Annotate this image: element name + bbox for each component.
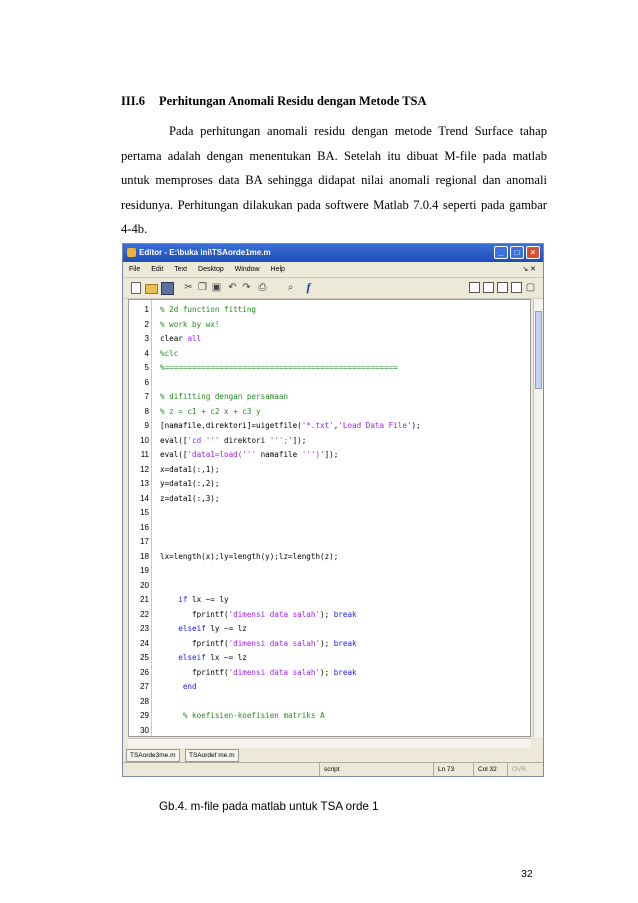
code-line[interactable] bbox=[129, 724, 531, 738]
menu-desktop[interactable]: Desktop bbox=[198, 266, 224, 273]
copy-icon[interactable]: ❐ bbox=[198, 282, 207, 293]
code-text: z=data1(:,3); bbox=[160, 493, 220, 503]
split-horizontal-icon[interactable] bbox=[497, 282, 508, 293]
code-line[interactable] bbox=[129, 608, 531, 622]
undo-icon[interactable]: ↶ bbox=[228, 282, 237, 293]
close-button[interactable]: × bbox=[526, 246, 540, 259]
save-icon[interactable] bbox=[161, 282, 174, 295]
code-line[interactable] bbox=[129, 390, 531, 404]
page-number: 32 bbox=[521, 868, 533, 880]
menubar bbox=[123, 262, 543, 277]
line-number: 17 bbox=[140, 537, 149, 546]
code-line[interactable] bbox=[129, 695, 531, 709]
code-line[interactable] bbox=[129, 622, 531, 636]
split-vertical-icon[interactable] bbox=[483, 282, 494, 293]
line-number: 1 bbox=[144, 305, 149, 314]
open-folder-icon[interactable] bbox=[145, 284, 158, 294]
code-line[interactable] bbox=[129, 463, 531, 477]
line-number: 26 bbox=[140, 667, 149, 677]
code-line[interactable] bbox=[129, 477, 531, 491]
section-heading bbox=[121, 94, 427, 109]
editor-title: Editor - E:\buka ini\TSAorde1me.m bbox=[139, 248, 271, 257]
code-line[interactable] bbox=[129, 593, 531, 607]
line-number: 5 bbox=[144, 363, 149, 372]
matlab-app-icon bbox=[127, 248, 136, 257]
float-icon[interactable] bbox=[511, 282, 522, 293]
code-text: % koefisien-koefisien matriks A bbox=[182, 711, 325, 720]
line-number: 8 bbox=[144, 406, 149, 416]
function-icon[interactable]: f bbox=[306, 280, 311, 294]
line-number: 21 bbox=[140, 595, 149, 604]
menu-edit[interactable]: Edit bbox=[151, 266, 164, 273]
line-number: 4 bbox=[144, 348, 149, 358]
scrollbar-thumb[interactable] bbox=[535, 311, 542, 389]
line-number: 24 bbox=[140, 638, 149, 648]
code-line[interactable] bbox=[129, 361, 531, 375]
line-number: 2 bbox=[144, 319, 149, 329]
line-number: 13 bbox=[140, 479, 149, 488]
dock-icon[interactable]: ▢ bbox=[525, 282, 536, 293]
code-line[interactable] bbox=[129, 579, 531, 593]
menu-text[interactable]: Text bbox=[174, 266, 188, 273]
code-text: %=================================================== bbox=[160, 363, 398, 372]
code-line[interactable] bbox=[129, 419, 531, 433]
section-number: III.6 bbox=[121, 94, 145, 108]
code-text: fprintf('dimensi data salah'); break bbox=[160, 638, 357, 648]
code-line[interactable] bbox=[129, 405, 531, 419]
code-line[interactable] bbox=[129, 506, 531, 520]
line-number: 20 bbox=[140, 580, 149, 590]
code-line[interactable] bbox=[129, 448, 531, 462]
code-text: eval(['cd ''' direktori ''';']); bbox=[160, 435, 307, 445]
line-number: 27 bbox=[140, 682, 149, 691]
print-icon[interactable]: ⎙ bbox=[258, 282, 267, 293]
vertical-scrollbar[interactable] bbox=[533, 299, 544, 737]
line-number: 10 bbox=[140, 435, 149, 445]
menu-window[interactable]: Window bbox=[234, 266, 260, 273]
code-line[interactable] bbox=[129, 303, 531, 317]
code-line[interactable] bbox=[129, 651, 531, 665]
find-icon[interactable]: ⌕ bbox=[287, 282, 294, 293]
line-number: 3 bbox=[144, 334, 149, 343]
paste-icon[interactable]: ▣ bbox=[211, 282, 222, 293]
cut-icon[interactable]: ✂ bbox=[184, 282, 193, 293]
menu-help[interactable]: Help bbox=[270, 266, 285, 273]
minimize-button[interactable]: _ bbox=[494, 246, 508, 259]
code-line[interactable] bbox=[129, 492, 531, 506]
status-line: Ln 73 bbox=[433, 763, 474, 777]
statusbar bbox=[123, 762, 543, 777]
status-ovr: OVR bbox=[507, 763, 534, 777]
line-number: 11 bbox=[140, 450, 149, 459]
body-paragraph bbox=[121, 119, 547, 242]
file-tabs bbox=[123, 748, 543, 761]
code-text: elseif lx ~= lz bbox=[178, 653, 247, 662]
code-line[interactable] bbox=[129, 434, 531, 448]
code-text: end bbox=[182, 682, 197, 691]
code-line[interactable] bbox=[129, 376, 531, 390]
paragraph-text: Pada perhitungan anomali residu dengan metode Trend Surface tahap pertama adalah dengan menentukan BA. Setelah itu dibuat M-file pada matlab untuk memproses data BA sehingga didapat nilai anomali regional dan anomali residunya. Perhitungan dilakukan pada softwere Matlab 7.0.4 seperti pada gambar 4-4b. bbox=[121, 124, 547, 237]
section-title: Perhitungan Anomali Residu dengan Metode TSA bbox=[159, 94, 427, 108]
matlab-editor-screenshot bbox=[122, 243, 544, 777]
code-text: eval(['data1=load(''' namafile ''')']); bbox=[160, 450, 339, 459]
code-line[interactable] bbox=[129, 709, 531, 723]
line-number: 15 bbox=[140, 508, 149, 517]
line-number: 6 bbox=[144, 377, 149, 387]
line-number: 12 bbox=[140, 464, 149, 474]
line-number: 28 bbox=[140, 696, 149, 706]
code-line[interactable] bbox=[129, 550, 531, 564]
code-line[interactable] bbox=[129, 318, 531, 332]
line-number: 30 bbox=[140, 725, 149, 735]
line-number: 22 bbox=[140, 609, 149, 619]
code-line[interactable] bbox=[129, 666, 531, 680]
code-text: %clc bbox=[160, 348, 179, 358]
code-text: if lx ~= ly bbox=[178, 595, 229, 604]
status-column: Col 32 bbox=[473, 763, 508, 777]
code-text: elseif ly ~= lz bbox=[178, 624, 247, 633]
tab-tsaorde1me[interactable]: TSAordef me.m bbox=[185, 749, 239, 762]
code-line[interactable] bbox=[129, 637, 531, 651]
code-text: fprintf('dimensi data salah'); break bbox=[160, 667, 357, 677]
code-line[interactable] bbox=[129, 347, 531, 361]
code-text: fprintf('dimensi data salah'); break bbox=[160, 609, 357, 619]
code-text: % z = c1 + c2 x + c3 y bbox=[160, 406, 261, 416]
line-number: 18 bbox=[140, 551, 149, 561]
code-text: % work by wx! bbox=[160, 319, 220, 329]
tile-icon[interactable] bbox=[469, 282, 480, 293]
code-line[interactable] bbox=[129, 521, 531, 535]
code-text: y=data1(:,2); bbox=[160, 479, 220, 488]
line-number: 14 bbox=[140, 493, 149, 503]
horizontal-scrollbar[interactable] bbox=[128, 738, 531, 748]
menu-file[interactable]: File bbox=[129, 266, 141, 273]
code-line[interactable] bbox=[129, 680, 531, 694]
code-text: lx=length(x);ly=length(y);lz=length(z); bbox=[160, 551, 339, 561]
line-number: 25 bbox=[140, 653, 149, 662]
line-number: 23 bbox=[140, 624, 149, 633]
editor-titlebar bbox=[123, 244, 543, 262]
maximize-button[interactable]: □ bbox=[510, 246, 524, 259]
code-text: % difitting dengan persamaan bbox=[160, 392, 289, 401]
new-file-icon[interactable] bbox=[131, 282, 141, 294]
code-line[interactable] bbox=[129, 535, 531, 549]
code-line[interactable] bbox=[129, 564, 531, 578]
figure-caption: Gb.4. m-file pada matlab untuk TSA orde 1 bbox=[159, 800, 379, 813]
toolbar bbox=[123, 277, 543, 299]
menu-window-controls[interactable]: ↘ ✕ bbox=[522, 266, 536, 273]
code-text: clear all bbox=[160, 334, 202, 343]
line-number: 9 bbox=[144, 421, 149, 430]
line-number: 7 bbox=[144, 392, 149, 401]
code-text: [namafile,direktori]=uigetfile('*.txt','Load Data File'); bbox=[160, 421, 421, 430]
code-area[interactable] bbox=[128, 299, 531, 737]
tab-tsaorde3me[interactable]: TSAorde3me.m bbox=[126, 749, 180, 762]
status-mode: script bbox=[319, 763, 434, 777]
code-text: % 2d function fitting bbox=[160, 305, 257, 314]
code-text: x=data1(:,1); bbox=[160, 464, 220, 474]
line-number: 19 bbox=[140, 566, 149, 575]
redo-icon[interactable]: ↷ bbox=[242, 282, 251, 293]
line-number: 16 bbox=[140, 522, 149, 532]
code-line[interactable] bbox=[129, 332, 531, 346]
line-number: 29 bbox=[140, 711, 149, 720]
